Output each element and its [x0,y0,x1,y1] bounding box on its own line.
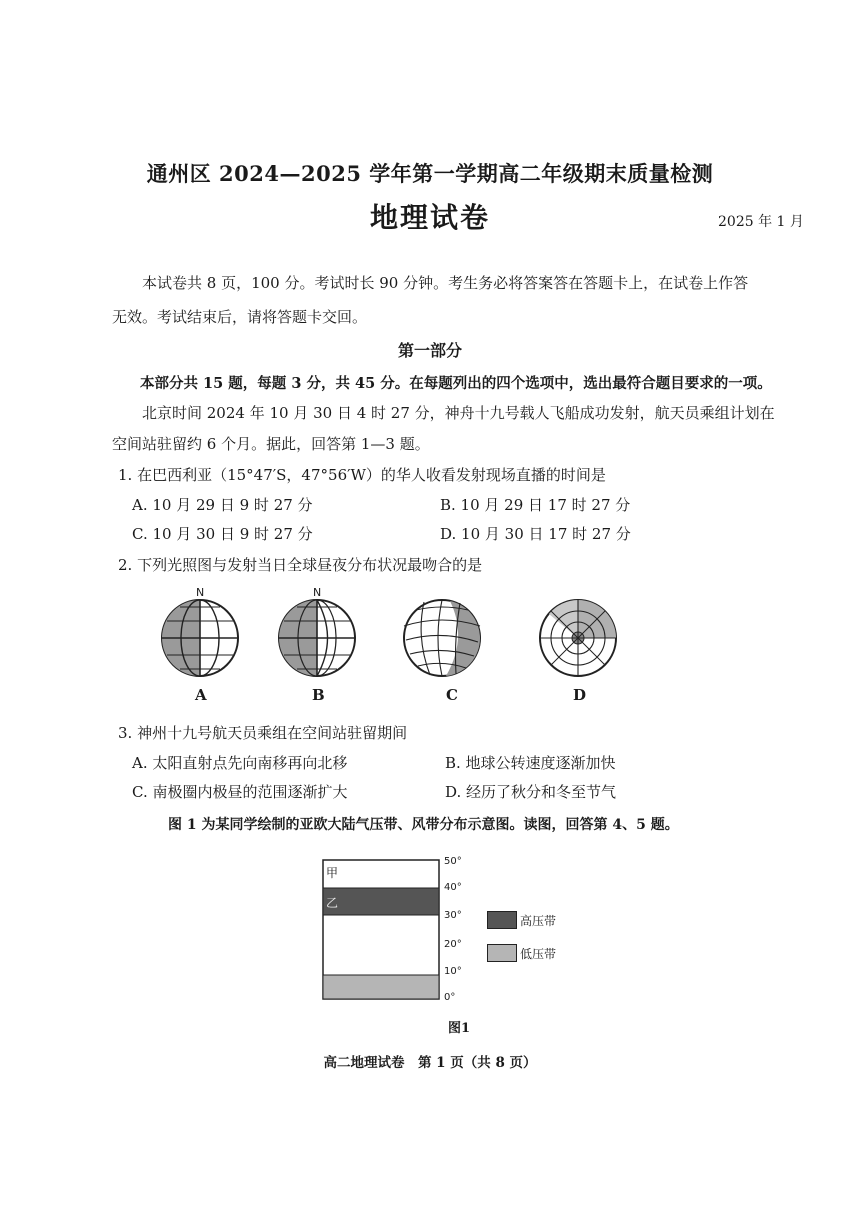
tick-40: 40° [444,882,462,893]
q3-option-c: C. 南极圈内极昼的范围逐渐扩大 [132,783,348,801]
globe-figure-svg [150,586,630,704]
q3-stem: 3. 神州十九号航天员乘组在空间站驻留期间 [118,724,408,742]
q3-option-a: A. 太阳直射点先向南移再向北移 [132,754,348,772]
legend-label-low: 低压带 [520,947,557,961]
q2-stem: 2. 下列光照图与发射当日全球昼夜分布状况最吻合的是 [118,556,483,574]
q3-option-d: D. 经历了秋分和冬至节气 [445,783,617,801]
north-label-b: N [313,586,322,599]
legend-swatch-high [487,911,517,929]
tick-30: 30° [444,910,462,921]
tick-50: 50° [444,856,462,867]
q1-option-b: B. 10 月 29 日 17 时 27 分 [440,496,631,514]
intro-paragraph: 本试卷共 8 页，100 分。考试时长 90 分钟。考生务必将答案答在答题卡上，在试卷上作答无效。考试结束后，请将答题卡交回。 [112,274,749,326]
pressure-belt-diagram [322,856,440,1000]
north-label-a: N [196,586,205,599]
exam-subject-title: 地理试卷 [369,201,490,234]
tick-20: 20° [444,939,462,950]
globe-c [404,600,480,676]
globe-figure [150,586,630,704]
context-line-1: 北京时间 2024 年 10 月 30 日 4 时 27 分，神舟十九号载人飞船成功发射，航天员乘组计划在 [142,404,775,422]
fig1-intro: 图 1 为某同学绘制的亚欧大陆气压带、风带分布示意图。读图，回答第 4、5 题。 [168,817,679,833]
globe-label-a: A [195,686,207,704]
exam-title: 通州区 2024—2025 学年第一学期高二年级期末质量检测 [146,161,714,186]
zone-label-jia: 甲 [326,866,339,880]
pressure-belt-svg [322,856,440,1000]
context-line-2: 空间站驻留约 6 个月。据此，回答第 1—3 题。 [112,435,430,453]
q1-stem: 1. 在巴西利亚（15°47′S，47°56′W）的华人收看发射现场直播的时间是 [118,466,606,484]
q1-option-c: C. 10 月 30 日 9 时 27 分 [132,525,313,543]
q1-option-d: D. 10 月 30 日 17 时 27 分 [440,525,631,543]
exam-date: 2025 年 1 月 [718,214,804,230]
globe-d [540,600,616,676]
globe-label-d: D [573,686,587,704]
fig1-caption: 图1 [448,1021,471,1036]
globe-b [279,600,355,676]
globe-a [162,600,238,676]
q3-option-b: B. 地球公转速度逐渐加快 [445,754,616,772]
legend-label-high: 高压带 [520,914,557,928]
legend-swatch-low [487,944,517,962]
globe-label-c: C [446,686,458,704]
page-footer: 高二地理试卷 第 1 页（共 8 页） [323,1055,537,1071]
tick-0: 0° [444,992,456,1003]
globe-label-b: B [312,686,325,704]
zone-label-yi: 乙 [326,896,339,910]
part1-heading: 第一部分 [397,341,462,360]
tick-10: 10° [444,966,462,977]
part1-instruction: 本部分共 15 题，每题 3 分，共 45 分。在每题列出的四个选项中，选出最符合题目要求的一项。 [140,375,772,392]
q1-option-a: A. 10 月 29 日 9 时 27 分 [132,496,313,514]
